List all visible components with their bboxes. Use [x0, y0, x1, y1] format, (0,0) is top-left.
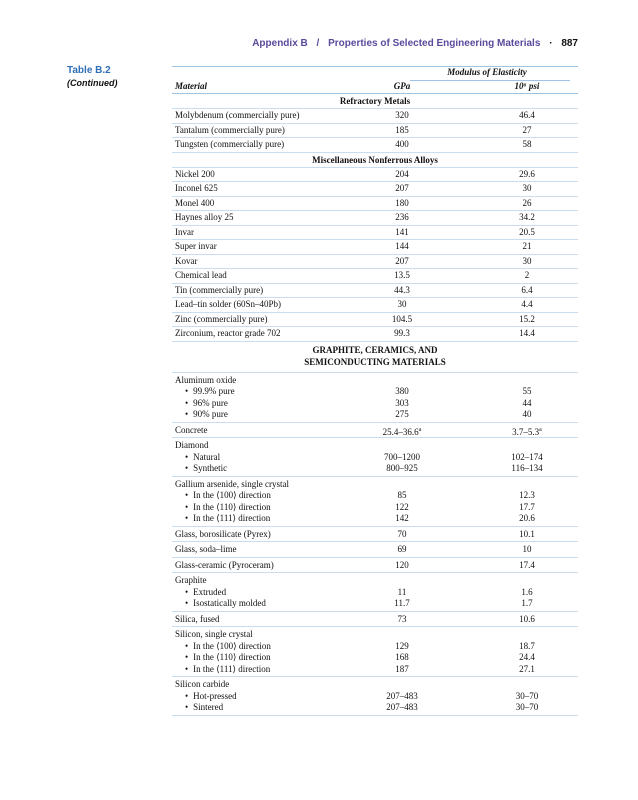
- psi-cell: 30: [522, 255, 532, 266]
- table-row: [172, 109, 578, 123]
- gpa-cell: 236: [395, 212, 409, 222]
- gpa-cell: 120: [395, 559, 409, 570]
- table-row: [172, 255, 578, 269]
- material-cell: Glass, soda–lime: [175, 544, 237, 554]
- material-group: [172, 373, 578, 422]
- psi-cell: 34.2: [519, 212, 535, 222]
- table-row: [172, 679, 578, 691]
- table-row: [172, 560, 578, 572]
- gpa-cell: 207–483: [386, 690, 418, 701]
- psi-header: 10⁶ psi: [514, 81, 540, 91]
- header-bullet: ·: [549, 38, 553, 49]
- material-cell: Aluminum oxide: [175, 374, 237, 385]
- psi-cell: 55: [522, 386, 532, 396]
- psi-cell: 20.6: [519, 513, 535, 523]
- material-cell: Kovar: [175, 255, 198, 266]
- gpa-cell: 69: [397, 544, 407, 554]
- table-row: [172, 168, 578, 182]
- material-cell: • Extruded: [175, 587, 226, 599]
- material-group: [172, 558, 578, 573]
- psi-cell: 58: [522, 139, 532, 149]
- table-row: [172, 463, 578, 475]
- table-row: [172, 614, 578, 626]
- table-row: [172, 284, 578, 298]
- material-cell: Inconel 625: [175, 183, 218, 193]
- psi-cell: 14.4: [519, 328, 535, 338]
- gpa-cell: 207: [395, 255, 409, 266]
- table-row: [172, 398, 578, 410]
- table-row: [172, 652, 578, 664]
- material-cell: Monel 400: [175, 197, 215, 208]
- material-cell: Silicon, single crystal: [175, 629, 253, 639]
- psi-cell: 116–134: [511, 463, 543, 473]
- material-cell: • Isostatically molded: [175, 598, 266, 610]
- gpa-cell: 73: [397, 613, 407, 624]
- material-cell: Gallium arsenide, single crystal: [175, 478, 289, 489]
- table-row: [172, 490, 578, 502]
- table-label: Table B.2: [67, 65, 111, 76]
- gpa-cell: 207–483: [386, 702, 418, 712]
- table-row: [172, 197, 578, 211]
- table-row: [172, 375, 578, 387]
- modulus-header: Modulus of Elasticity: [447, 67, 527, 77]
- table-row: [172, 138, 578, 152]
- gpa-cell: 204: [395, 168, 409, 179]
- material-cell: • In the ⟨111⟩ direction: [175, 664, 270, 676]
- table-row: [172, 124, 578, 138]
- gpa-header: GPa: [393, 81, 411, 91]
- table-row: [172, 513, 578, 525]
- psi-cell: 6.4: [521, 284, 533, 295]
- material-cell: Concrete: [175, 424, 208, 435]
- material-cell: Super invar: [175, 241, 217, 251]
- psi-cell: 40: [522, 409, 532, 419]
- row-divider: [172, 715, 578, 716]
- psi-cell: 26: [522, 197, 532, 208]
- material-cell: Chemical lead: [175, 270, 227, 280]
- table-row: [172, 587, 578, 599]
- gpa-cell: 275: [395, 409, 409, 419]
- header-separator: /: [316, 38, 320, 49]
- running-header: [0, 38, 578, 49]
- material-cell: Tantalum (commercially pure): [175, 124, 285, 135]
- material-cell: Zinc (commercially pure): [175, 313, 268, 324]
- table-row: [172, 702, 578, 714]
- gpa-cell: 104.5: [391, 313, 413, 324]
- table-row: [172, 211, 578, 225]
- material-cell: Lead–tin solder (60Sn–40Pb): [175, 299, 281, 309]
- table-row: [172, 226, 578, 240]
- material-cell: • In the ⟨110⟩ direction: [175, 502, 271, 514]
- table-row: [172, 452, 578, 464]
- material-cell: • 99.9% pure: [175, 386, 235, 398]
- material-group: [172, 527, 578, 542]
- gpa-cell: 141: [395, 226, 409, 237]
- material-cell: Diamond: [175, 440, 209, 450]
- material-cell: • In the ⟨110⟩ direction: [175, 652, 271, 664]
- psi-cell: 1.6: [521, 586, 533, 597]
- psi-cell: 17.7: [519, 501, 535, 512]
- table-row: [172, 409, 578, 421]
- gpa-cell: 320: [395, 110, 409, 120]
- footnote-mark: a: [418, 426, 422, 433]
- psi-cell: 10.6: [519, 613, 535, 624]
- table-row: [172, 269, 578, 283]
- material-cell: • In the ⟨100⟩ direction: [175, 490, 271, 502]
- psi-cell: 30–70: [515, 702, 539, 712]
- gpa-cell: 70: [397, 528, 407, 539]
- material-cell: Glass-ceramic (Pyroceram): [175, 559, 274, 570]
- material-cell: • 90% pure: [175, 409, 228, 421]
- table-row: [172, 182, 578, 196]
- table-row: [172, 313, 578, 327]
- material-group: [172, 477, 578, 526]
- psi-cell: 30–70: [515, 690, 539, 701]
- psi-cell: 10: [522, 544, 532, 554]
- material-group: [172, 612, 578, 627]
- psi-cell: 17.4: [519, 559, 535, 570]
- gpa-cell: 187: [395, 663, 409, 674]
- material-cell: Graphite: [175, 575, 207, 585]
- gpa-cell: 44.3: [394, 284, 410, 295]
- psi-cell: 27: [522, 124, 532, 135]
- material-group: [172, 542, 578, 557]
- table-row: [172, 598, 578, 610]
- psi-cell: 24.4: [519, 652, 535, 662]
- gpa-cell: 380: [395, 386, 409, 396]
- table-row: [172, 529, 578, 541]
- material-cell: Tin (commercially pure): [175, 284, 264, 295]
- table-row: [172, 544, 578, 556]
- section-heading: Miscellaneous Nonferrous Alloys: [312, 154, 438, 165]
- material-cell: Invar: [175, 226, 194, 237]
- psi-cell: 102–174: [511, 451, 543, 462]
- gpa-cell: 25.4–36.6$^a$: [382, 426, 422, 437]
- gpa-cell: 11.7: [394, 598, 410, 608]
- gpa-cell: 700–1200: [384, 451, 420, 462]
- page-number: 887: [561, 38, 578, 49]
- material-cell: • 96% pure: [175, 398, 228, 410]
- table-row: [172, 298, 578, 312]
- psi-cell: 21: [522, 241, 532, 251]
- gpa-cell: 144: [395, 241, 409, 251]
- material-cell: Tungsten (commercially pure): [175, 139, 285, 149]
- table-row: [172, 425, 578, 437]
- table-row: [172, 641, 578, 653]
- psi-cell: 4.4: [521, 299, 533, 309]
- material-header: Material: [175, 81, 208, 91]
- psi-cell: 30: [522, 183, 532, 193]
- gpa-cell: 99.3: [394, 328, 410, 338]
- psi-cell: 3.7–5.3$^a$: [512, 426, 542, 437]
- material-group: [172, 573, 578, 611]
- gpa-cell: 800–925: [386, 463, 418, 473]
- table-row: [172, 479, 578, 491]
- material-cell: Molybdenum (commercially pure): [175, 110, 300, 120]
- material-cell: Silica, fused: [175, 613, 220, 624]
- psi-cell: 29.6: [519, 168, 535, 179]
- material-group: [172, 423, 578, 438]
- material-cell: • In the ⟨111⟩ direction: [175, 513, 270, 525]
- material-cell: Nickel 200: [175, 168, 215, 179]
- material-cell: • Natural: [175, 452, 220, 464]
- section-heading-line: SEMICONDUCTING MATERIALS: [304, 356, 446, 367]
- gpa-cell: 85: [397, 490, 407, 500]
- gpa-cell: 303: [395, 397, 409, 408]
- table-row: [172, 440, 578, 452]
- gpa-cell: 180: [395, 197, 409, 208]
- gpa-cell: 400: [395, 139, 409, 149]
- material-cell: Haynes alloy 25: [175, 212, 234, 222]
- gpa-cell: 122: [395, 501, 409, 512]
- table-row: [172, 502, 578, 514]
- psi-cell: 1.7: [521, 598, 533, 608]
- table-row: [172, 575, 578, 587]
- gpa-cell: 11: [397, 586, 407, 597]
- properties-table: [172, 66, 578, 716]
- table-row: [172, 327, 578, 341]
- psi-cell: 2: [524, 270, 530, 280]
- psi-cell: 44: [522, 397, 532, 408]
- gpa-cell: 207: [395, 183, 409, 193]
- gpa-cell: 13.5: [394, 270, 410, 280]
- psi-cell: 10.1: [519, 528, 535, 539]
- material-cell: • Hot-pressed: [175, 691, 237, 703]
- section-heading: Refractory Metals: [339, 96, 411, 106]
- psi-cell: 46.4: [519, 110, 535, 120]
- section-heading: [172, 342, 578, 372]
- gpa-cell: 185: [395, 124, 409, 135]
- appendix-label: Appendix B: [252, 38, 308, 49]
- material-cell: Silicon carbide: [175, 679, 230, 689]
- psi-cell: 12.3: [519, 490, 535, 500]
- psi-cell: 18.7: [519, 640, 535, 651]
- material-group: [172, 627, 578, 676]
- column-header-row: [172, 79, 578, 93]
- material-cell: Glass, borosilicate (Pyrex): [175, 528, 271, 539]
- gpa-cell: 142: [395, 513, 409, 523]
- psi-cell: 15.2: [519, 313, 535, 324]
- table-row: [172, 664, 578, 676]
- material-group: [172, 677, 578, 715]
- psi-cell: 20.5: [519, 226, 535, 237]
- gpa-cell: 168: [395, 652, 409, 662]
- psi-cell: 27.1: [519, 663, 535, 674]
- column-group-header: [172, 67, 578, 79]
- gpa-cell: 129: [395, 640, 409, 651]
- table-row: [172, 629, 578, 641]
- table-continued: (Continued): [67, 78, 118, 88]
- section-heading-line: GRAPHITE, CERAMICS, AND: [312, 344, 438, 355]
- material-cell: • Sintered: [175, 702, 223, 714]
- table-body: [172, 94, 578, 716]
- material-cell: • Synthetic: [175, 463, 227, 475]
- table-row: [172, 240, 578, 254]
- material-cell: Zirconium, reactor grade 702: [175, 328, 281, 338]
- material-group: [172, 438, 578, 476]
- header-title: Properties of Selected Engineering Materials: [328, 38, 541, 49]
- table-row: [172, 691, 578, 703]
- gpa-cell: 30: [397, 299, 407, 309]
- footnote-mark: a: [539, 426, 542, 433]
- material-cell: • In the ⟨100⟩ direction: [175, 641, 271, 653]
- table-row: [172, 386, 578, 398]
